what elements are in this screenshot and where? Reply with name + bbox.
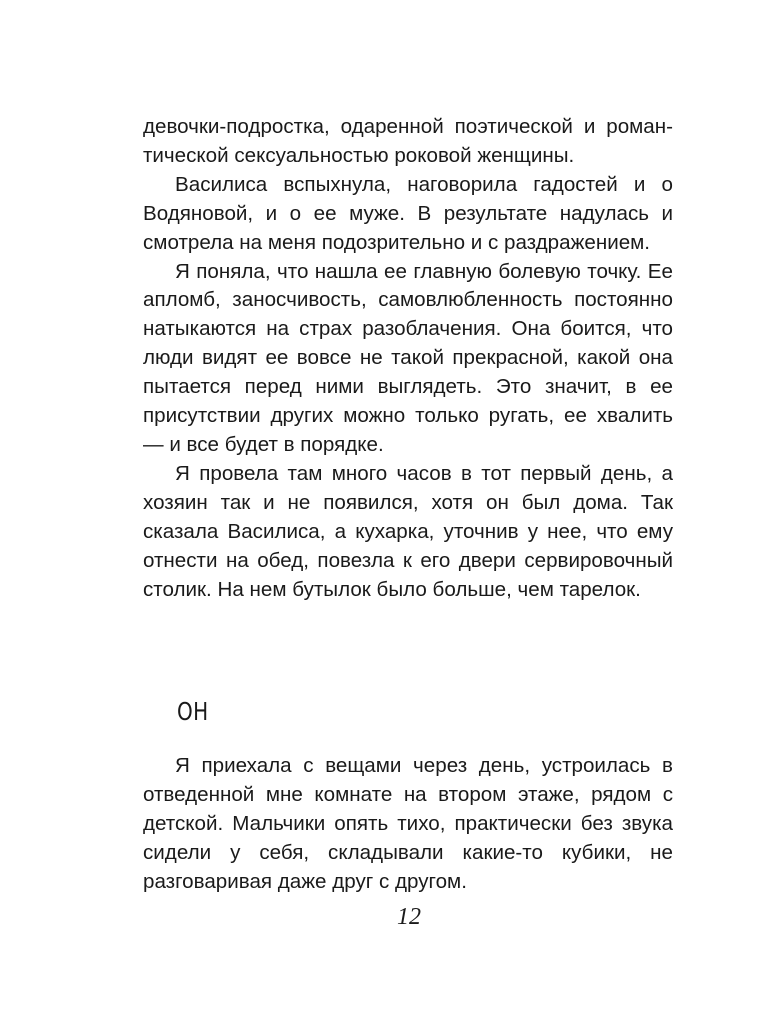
- page-number: 12: [397, 904, 421, 930]
- paragraph-continuation: девочки-подростка, одаренной поэтической и романтической сексуальностью роковой женщины.: [143, 115, 673, 167]
- chapter-heading: ОН: [177, 697, 209, 726]
- paragraph: Я поняла, что нашла ее главную болевую точку. Ее апломб, заносчивость, самовлюбленность постоянно натыкаются на страх разоблачения. Она боится, что люди видят ее вовсе не такой прекрасной, какой она пытается перед ними выглядеть. Это значит, в ее присутствии других можно только ругать, ее хвалить — и все будет в порядке.: [143, 259, 673, 456]
- text-section-chapter: [143, 752, 673, 897]
- paragraph: Я провела там много часов в тот первый день, а хозяин так и не появился, хотя он был дома. Так сказала Василиса, а кухарка, уточнив у нее, что ему отнести на обед, повезла к его двери сервировочный столик. На нем бутылок было больше, чем тарелок.: [143, 461, 673, 601]
- paragraph: Василиса вспыхнула, наговорила гадостей и о Водяновой, и о ее муже. В результате надулась и смотрела на меня подозрительно и с раздражением.: [143, 172, 673, 254]
- paragraph: Я приехала с вещами через день, устроилась в отведенной мне комнате на втором этаже, рядом с детской. Мальчики опять тихо, практически без звука сидели у себя, складывали какие-то кубики, не разговаривая даже друг с другом.: [143, 754, 673, 893]
- text-section-top: [143, 113, 673, 604]
